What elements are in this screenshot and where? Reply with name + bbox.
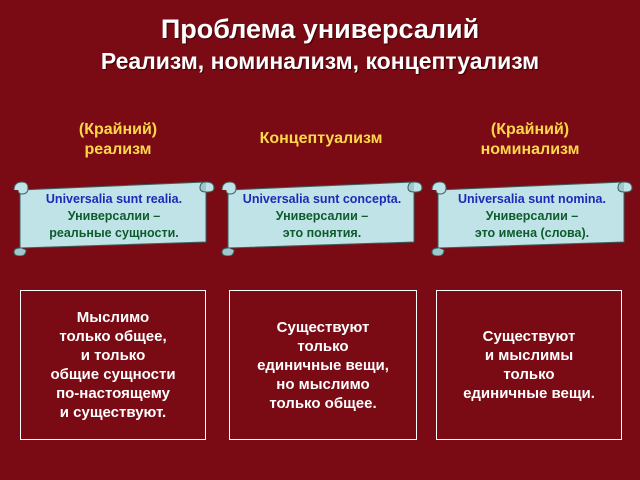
nominalism-box-line: и мыслимы — [484, 347, 574, 364]
realism-scroll-text — [24, 191, 204, 242]
conceptualism-box-text — [257, 318, 389, 413]
nominalism-heading-line2: номинализм — [480, 141, 580, 158]
realism-box-line: только общее, — [59, 328, 167, 345]
nominalism-box-line: единичные вещи. — [463, 385, 595, 402]
realism-latin: Universalia sunt realia. — [45, 192, 183, 206]
conceptualism-heading — [228, 129, 414, 149]
nominalism-box-line: только — [503, 366, 555, 383]
conceptualism-box-line: Существуют — [276, 318, 370, 336]
realism-box-line: общие сущности — [50, 366, 176, 383]
conceptualism-ru-line1: Универсалии – — [275, 209, 369, 223]
realism-box-line: и только — [80, 347, 146, 364]
page-subtitle: Реализм, номинализм, концептуализм — [100, 48, 540, 74]
conceptualism-box-line: но мыслимо — [276, 375, 370, 393]
realism-box-text — [50, 308, 175, 422]
conceptualism-heading-line1: Концептуализм — [259, 130, 383, 147]
conceptualism-box-line: единичные вещи, — [257, 356, 389, 374]
conceptualism-ru-line2: это понятия. — [282, 226, 362, 240]
realism-box-line: и существуют. — [59, 404, 167, 421]
nominalism-box-text — [463, 327, 595, 403]
nominalism-box-line: Существуют — [482, 328, 576, 345]
realism-heading-line2: реализм — [84, 141, 152, 158]
nominalism-scroll-text — [442, 191, 622, 242]
nominalism-heading-line1: (Крайний) — [490, 121, 570, 138]
nominalism-box — [436, 290, 622, 440]
realism-ru-line2: реальные сущности. — [49, 226, 179, 240]
page-title: Проблема универсалий — [160, 14, 480, 44]
nominalism-scroll — [428, 178, 634, 256]
realism-ru-line1: Универсалии – — [67, 209, 161, 223]
realism-box-line: по-настоящему — [56, 385, 170, 402]
conceptualism-scroll — [218, 178, 424, 256]
conceptualism-box — [229, 290, 417, 440]
realism-heading-line1: (Крайний) — [78, 121, 158, 138]
nominalism-latin: Universalia sunt nomina. — [458, 192, 606, 206]
conceptualism-latin: Universalia sunt concepta. — [242, 192, 402, 206]
nominalism-ru-line1: Универсалии – — [485, 209, 579, 223]
conceptualism-box-line: только — [297, 337, 349, 355]
realism-box-line: Мыслимо — [76, 309, 150, 326]
nominalism-heading — [432, 120, 628, 160]
realism-scroll — [10, 178, 216, 256]
conceptualism-scroll-text — [232, 191, 412, 242]
nominalism-ru-line2: это имена (слова). — [474, 226, 590, 240]
realism-heading — [28, 120, 208, 160]
realism-box — [20, 290, 206, 440]
conceptualism-box-line: только общее. — [269, 394, 377, 412]
